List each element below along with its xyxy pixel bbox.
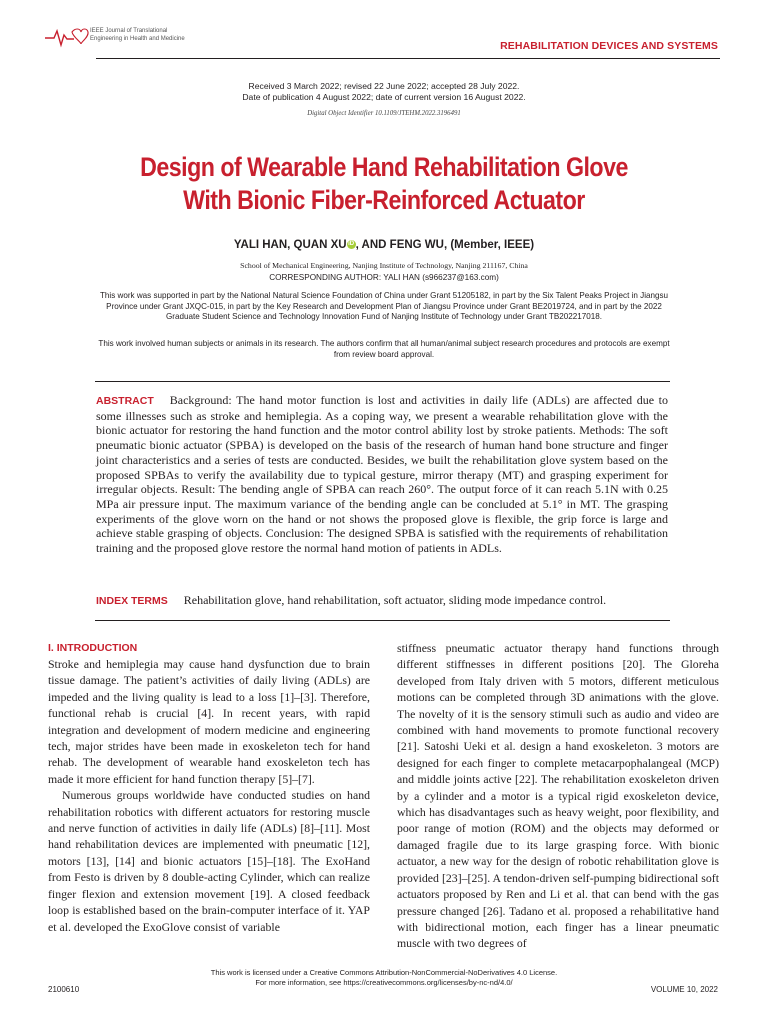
author-list: [0, 239, 768, 251]
index-terms-text: Rehabilitation glove, hand rehabilitation, soft actuator, sliding mode impedance control.: [183, 593, 607, 607]
volume-info: VOLUME 10, 2022: [650, 985, 718, 994]
body-column-left: [48, 640, 370, 935]
index-terms-label: INDEX TERMS: [96, 595, 168, 607]
abstract: [96, 393, 668, 556]
dates-line-1: Received 3 March 2022; revised 22 June 2022; accepted 28 July 2022.: [248, 81, 520, 91]
title-line-1: Design of Wearable Hand Rehabilitation Glove: [140, 152, 628, 182]
abstract-top-divider: [95, 381, 670, 382]
publication-dates: [0, 81, 768, 103]
heartbeat-icon: [44, 26, 90, 48]
header-divider: [96, 58, 720, 59]
abstract-bottom-divider: [95, 620, 670, 621]
affiliation: School of Mechanical Engineering, Nanjing Institute of Technology, Nanjing 211167, China: [240, 261, 528, 270]
body-column-right: [397, 640, 719, 952]
authors-part-2: , AND FENG WU, (Member, IEEE): [355, 239, 535, 251]
body-paragraph: stiffness pneumatic actuator therapy hand functions through different stiffnesses in different positions [20]. The Gloreha developed from Italy driven with 5 motors, different meticulous motions can be completed through 3D animations with the glove. The novelty of it is the sensory stimuli such as audio and video are combined with hand movements to promote functional recovery [21]. Satoshi Ueki et al. design a hand exoskeleton. 3 motors are designed for each finger to complete metacarpophalangeal (MCP) and middle joints active [22]. The rehabilitation exoskeleton driven by a cylinder and a motor is a typical rigid exoskeleton device, which has disadvantages such as heavy weight, poor flexibility, and poor range of motion (ROM) and the objects may deformed or damaged fragile due to its large grasping force. With bionic actuator, a new way for the design of robotic rehabilitation glove is provided [23]–[25]. A tendon-driven self-pumping bidirectional soft actuators proposed by Ren and Li et al. that can bend with the gas pressure changed [26]. Tadano et al. proposed a rehabilitative hand with bidirectional motion, each finger has a linear pneumatic muscle with two degrees of: [397, 641, 719, 951]
title-line-2: With Bionic Fiber-Reinforced Actuator: [183, 185, 585, 215]
paper-title: [54, 151, 714, 217]
orcid-icon[interactable]: iD: [348, 241, 355, 247]
subjects-note: This work involved human subjects or animals in its research. The authors confirm that all human/animal subject research procedures and protocols are exempt from review board approval.: [98, 339, 670, 359]
dates-line-2: Date of publication 4 August 2022; date of current version 16 August 2022.: [242, 92, 526, 102]
abstract-text: Background: The hand motor function is lost and activities in daily life (ADLs) are affected due to some illnesses such as stroke and hemiplegia. As a coping way, we present a wearable rehabilitation glove with the bionic actuator for restoring the hand function and the motor control ability lost by stroke patients. Methods: The soft pneumatic bionic actuator (SPBA) is developed on the basis of the research of human hand bone structure and finger joint characteristics and a series of tests are conducted. Besides, we built the rehabilitation glove system based on the proposed SPBAs to verify the availability due to typical gesture, mirror therapy (MT) and grasping experiment for irregular objects. Result: The bending angle of SPBA can reach 260°. The output force of it can reach 5.1N with 0.25 MPa air pressure input. The maximum variance of the bending angle can be concluded at 5.1° in MT. The grasping experiments of the glove worn on the hand or not shows the proposed glove is flexible, the grip force is large and achieve stable grasping of objects. Conclusion: The designed SPBA is satisfied with the requirements of rehabilitation training and the proposed glove restore the normal hand motion of patients in ADLs.: [96, 393, 668, 556]
license-line-1: This work is licensed under a Creative Commons Attribution-NonCommercial-NoDerivatives 4.0 License.: [210, 968, 558, 977]
journal-name: IEEE Journal of Translational Engineering in Health and Medicine: [90, 28, 185, 42]
abstract-label: ABSTRACT: [96, 395, 154, 407]
journal-logo: [44, 26, 184, 52]
license-line-2[interactable]: For more information, see https://creativecommons.org/licenses/by-nc-nd/4.0/: [255, 977, 513, 987]
article-number: 2100610: [48, 985, 80, 994]
section-heading-introduction: I. INTRODUCTION: [48, 642, 138, 654]
section-tag: REHABILITATION DEVICES AND SYSTEMS: [500, 40, 718, 52]
funding-note: This work was supported in part by the National Natural Science Foundation of China under Grant 51205182, in part by the Six Talent Peaks Project in Jiangsu Province under Grant JXQC-015, in part by the Key Research and Development Plan of Jiangsu Province under Grant BE2019724, and in part by the 2022 Graduate Student Science and Technology Innovation Fund of Nanjing Institute of Technology under Grant TB202217018.: [99, 291, 669, 321]
authors-part-1: YALI HAN, QUAN XU: [233, 239, 347, 251]
doi: Digital Object Identifier 10.1109/JTEHM.2022.3196491: [307, 110, 461, 117]
corresponding-author: CORRESPONDING AUTHOR: YALI HAN (s966237@163.com): [269, 273, 499, 282]
body-paragraph: Stroke and hemiplegia may cause hand dysfunction due to brain tissue damage. The patient’s activities of daily living (ADLs) are impeded and the living quality is lead to a loss [1]–[3]. Therefore, functional rehab is crucial [4]. In recent years, with rapid integration and development of modern medicine and engineering tech, major strides have been made in exoskeleton tech for hand rehab. The development of wearable hand exoskeleton tech has made it more efficient for hand function therapy [5]–[7].: [48, 657, 370, 786]
index-terms: [96, 593, 676, 609]
body-paragraph: Numerous groups worldwide have conducted studies on hand rehabilitation robotics with different actuators for restoring muscle and nerve function of activities in daily life (ADLs) [8]–[11]. Most hand rehabilitation devices are implemented with pneumatic [12], motors [13], [14] and bionic actuators [15]–[18]. The ExoHand from Festo is driven by 8 double-acting Cylinder, which can realize finger flexion and extension movement [19]. A closed feedback loop is established based on the brain-computer interface of it. YAP et al. developed the ExoGlove consist of variable: [48, 788, 370, 934]
